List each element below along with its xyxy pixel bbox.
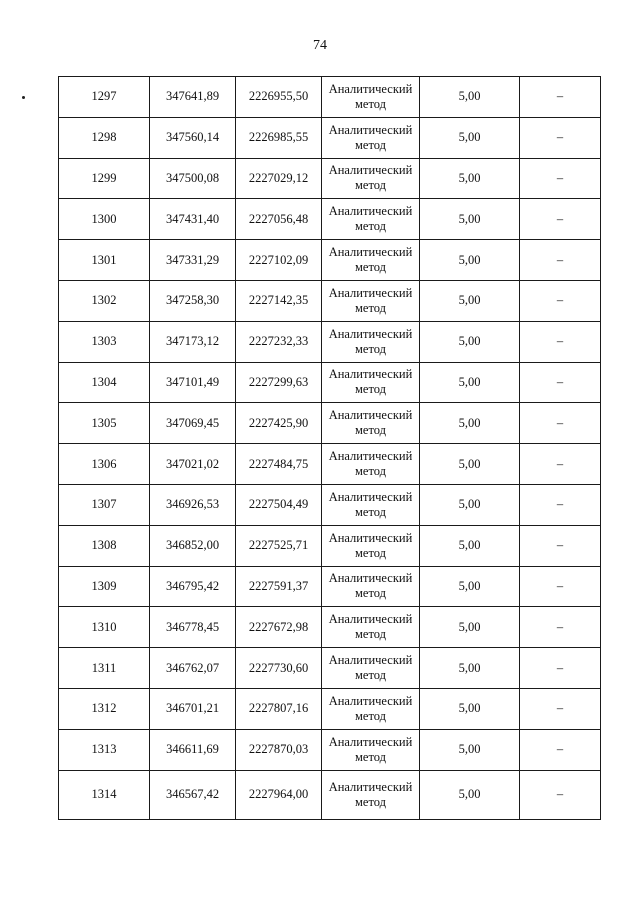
method-line-2: метод [354, 504, 386, 519]
note-cell: – [520, 484, 601, 525]
point-number-cell: 1298 [59, 117, 150, 158]
method-line-2: метод [354, 300, 386, 315]
accuracy-cell: 5,00 [420, 199, 520, 240]
scan-speck [22, 96, 25, 99]
y-coordinate-cell: 2227870,03 [236, 729, 322, 770]
note-cell: – [520, 688, 601, 729]
y-coordinate-cell: 2227672,98 [236, 607, 322, 648]
point-number-cell: 1308 [59, 525, 150, 566]
table-row [59, 280, 601, 321]
point-number-cell: 1309 [59, 566, 150, 607]
table-row [59, 648, 601, 689]
x-coordinate-cell: 346795,42 [150, 566, 236, 607]
x-coordinate-cell: 346926,53 [150, 484, 236, 525]
x-coordinate-cell: 346611,69 [150, 729, 236, 770]
method-cell [322, 280, 420, 321]
note-cell: – [520, 444, 601, 485]
method-line-1: Аналитический [328, 779, 413, 794]
point-number-cell: 1313 [59, 729, 150, 770]
accuracy-cell: 5,00 [420, 362, 520, 403]
method-line-2: метод [354, 341, 386, 356]
x-coordinate-cell: 346852,00 [150, 525, 236, 566]
table-row [59, 444, 601, 485]
method-line-2: метод [354, 794, 386, 809]
note-cell: – [520, 607, 601, 648]
method-line-1: Аналитический [328, 285, 413, 300]
x-coordinate-cell: 347173,12 [150, 321, 236, 362]
method-line-1: Аналитический [328, 653, 413, 668]
point-number-cell: 1300 [59, 199, 150, 240]
method-cell [322, 566, 420, 607]
point-number-cell: 1301 [59, 240, 150, 281]
accuracy-cell: 5,00 [420, 525, 520, 566]
note-cell: – [520, 648, 601, 689]
table-row [59, 607, 601, 648]
y-coordinate-cell: 2227142,35 [236, 280, 322, 321]
table-row [59, 484, 601, 525]
x-coordinate-cell: 347069,45 [150, 403, 236, 444]
table-row [59, 77, 601, 118]
y-coordinate-cell: 2227591,37 [236, 566, 322, 607]
y-coordinate-cell: 2226985,55 [236, 117, 322, 158]
point-number-cell: 1303 [59, 321, 150, 362]
method-line-2: метод [354, 749, 386, 764]
point-number-cell: 1307 [59, 484, 150, 525]
method-line-1: Аналитический [328, 163, 413, 178]
method-cell [322, 688, 420, 729]
y-coordinate-cell: 2227425,90 [236, 403, 322, 444]
x-coordinate-cell: 347331,29 [150, 240, 236, 281]
x-coordinate-cell: 346778,45 [150, 607, 236, 648]
x-coordinate-cell: 347560,14 [150, 117, 236, 158]
method-cell [322, 158, 420, 199]
y-coordinate-cell: 2227807,16 [236, 688, 322, 729]
method-cell [322, 240, 420, 281]
method-cell [322, 199, 420, 240]
method-cell [322, 77, 420, 118]
point-number-cell: 1299 [59, 158, 150, 199]
method-line-1: Аналитический [328, 326, 413, 341]
method-line-1: Аналитический [328, 367, 413, 382]
note-cell: – [520, 321, 601, 362]
method-cell [322, 117, 420, 158]
note-cell: – [520, 362, 601, 403]
y-coordinate-cell: 2227232,33 [236, 321, 322, 362]
table-row [59, 158, 601, 199]
method-line-2: метод [354, 382, 386, 397]
y-coordinate-cell: 2227484,75 [236, 444, 322, 485]
method-line-1: Аналитический [328, 489, 413, 504]
accuracy-cell: 5,00 [420, 729, 520, 770]
method-line-2: метод [354, 260, 386, 275]
method-line-1: Аналитический [328, 449, 413, 464]
point-number-cell: 1312 [59, 688, 150, 729]
note-cell: – [520, 525, 601, 566]
method-line-2: метод [354, 178, 386, 193]
method-line-1: Аналитический [328, 530, 413, 545]
x-coordinate-cell: 346701,21 [150, 688, 236, 729]
method-line-1: Аналитический [328, 245, 413, 260]
method-line-2: метод [354, 586, 386, 601]
method-line-1: Аналитический [328, 734, 413, 749]
method-line-1: Аналитический [328, 408, 413, 423]
y-coordinate-cell: 2227525,71 [236, 525, 322, 566]
accuracy-cell: 5,00 [420, 688, 520, 729]
note-cell: – [520, 158, 601, 199]
table-row [59, 770, 601, 819]
accuracy-cell: 5,00 [420, 117, 520, 158]
accuracy-cell: 5,00 [420, 648, 520, 689]
method-line-1: Аналитический [328, 81, 413, 96]
point-number-cell: 1297 [59, 77, 150, 118]
y-coordinate-cell: 2227964,00 [236, 770, 322, 819]
note-cell: – [520, 729, 601, 770]
method-line-2: метод [354, 627, 386, 642]
note-cell: – [520, 199, 601, 240]
y-coordinate-cell: 2227029,12 [236, 158, 322, 199]
point-number-cell: 1304 [59, 362, 150, 403]
method-cell [322, 444, 420, 485]
note-cell: – [520, 77, 601, 118]
accuracy-cell: 5,00 [420, 770, 520, 819]
accuracy-cell: 5,00 [420, 77, 520, 118]
method-cell [322, 770, 420, 819]
method-cell [322, 362, 420, 403]
method-cell [322, 484, 420, 525]
method-line-2: метод [354, 668, 386, 683]
table-row [59, 362, 601, 403]
x-coordinate-cell: 347101,49 [150, 362, 236, 403]
x-coordinate-cell: 347500,08 [150, 158, 236, 199]
method-cell [322, 525, 420, 566]
method-line-1: Аналитический [328, 612, 413, 627]
point-number-cell: 1311 [59, 648, 150, 689]
accuracy-cell: 5,00 [420, 280, 520, 321]
accuracy-cell: 5,00 [420, 158, 520, 199]
method-cell [322, 321, 420, 362]
note-cell: – [520, 566, 601, 607]
method-line-1: Аналитический [328, 571, 413, 586]
note-cell: – [520, 117, 601, 158]
table-row [59, 403, 601, 444]
point-number-cell: 1306 [59, 444, 150, 485]
note-cell: – [520, 403, 601, 444]
page-number: 74 [313, 38, 327, 53]
point-number-cell: 1310 [59, 607, 150, 648]
y-coordinate-cell: 2227056,48 [236, 199, 322, 240]
point-number-cell: 1302 [59, 280, 150, 321]
x-coordinate-cell: 347431,40 [150, 199, 236, 240]
method-cell [322, 403, 420, 444]
accuracy-cell: 5,00 [420, 607, 520, 648]
point-number-cell: 1314 [59, 770, 150, 819]
x-coordinate-cell: 347021,02 [150, 444, 236, 485]
y-coordinate-cell: 2227504,49 [236, 484, 322, 525]
x-coordinate-cell: 346567,42 [150, 770, 236, 819]
note-cell: – [520, 240, 601, 281]
y-coordinate-cell: 2227730,60 [236, 648, 322, 689]
x-coordinate-cell: 346762,07 [150, 648, 236, 689]
method-cell [322, 648, 420, 689]
method-line-2: метод [354, 464, 386, 479]
method-cell [322, 729, 420, 770]
accuracy-cell: 5,00 [420, 321, 520, 362]
method-line-1: Аналитический [328, 693, 413, 708]
accuracy-cell: 5,00 [420, 566, 520, 607]
method-line-2: метод [354, 423, 386, 438]
table-row [59, 321, 601, 362]
accuracy-cell: 5,00 [420, 403, 520, 444]
table-row [59, 525, 601, 566]
note-cell: – [520, 280, 601, 321]
coordinates-table [58, 76, 601, 820]
accuracy-cell: 5,00 [420, 444, 520, 485]
coordinates-table-body [59, 77, 601, 820]
y-coordinate-cell: 2227299,63 [236, 362, 322, 403]
x-coordinate-cell: 347258,30 [150, 280, 236, 321]
table-row [59, 688, 601, 729]
accuracy-cell: 5,00 [420, 484, 520, 525]
method-line-2: метод [354, 708, 386, 723]
method-line-2: метод [354, 219, 386, 234]
method-line-1: Аналитический [328, 122, 413, 137]
table-row [59, 240, 601, 281]
x-coordinate-cell: 347641,89 [150, 77, 236, 118]
point-number-cell: 1305 [59, 403, 150, 444]
note-cell: – [520, 770, 601, 819]
table-row [59, 566, 601, 607]
table-row [59, 117, 601, 158]
method-line-2: метод [354, 545, 386, 560]
y-coordinate-cell: 2227102,09 [236, 240, 322, 281]
table-row [59, 199, 601, 240]
method-cell [322, 607, 420, 648]
method-line-2: метод [354, 137, 386, 152]
y-coordinate-cell: 2226955,50 [236, 77, 322, 118]
table-row [59, 729, 601, 770]
method-line-2: метод [354, 96, 386, 111]
accuracy-cell: 5,00 [420, 240, 520, 281]
method-line-1: Аналитический [328, 204, 413, 219]
